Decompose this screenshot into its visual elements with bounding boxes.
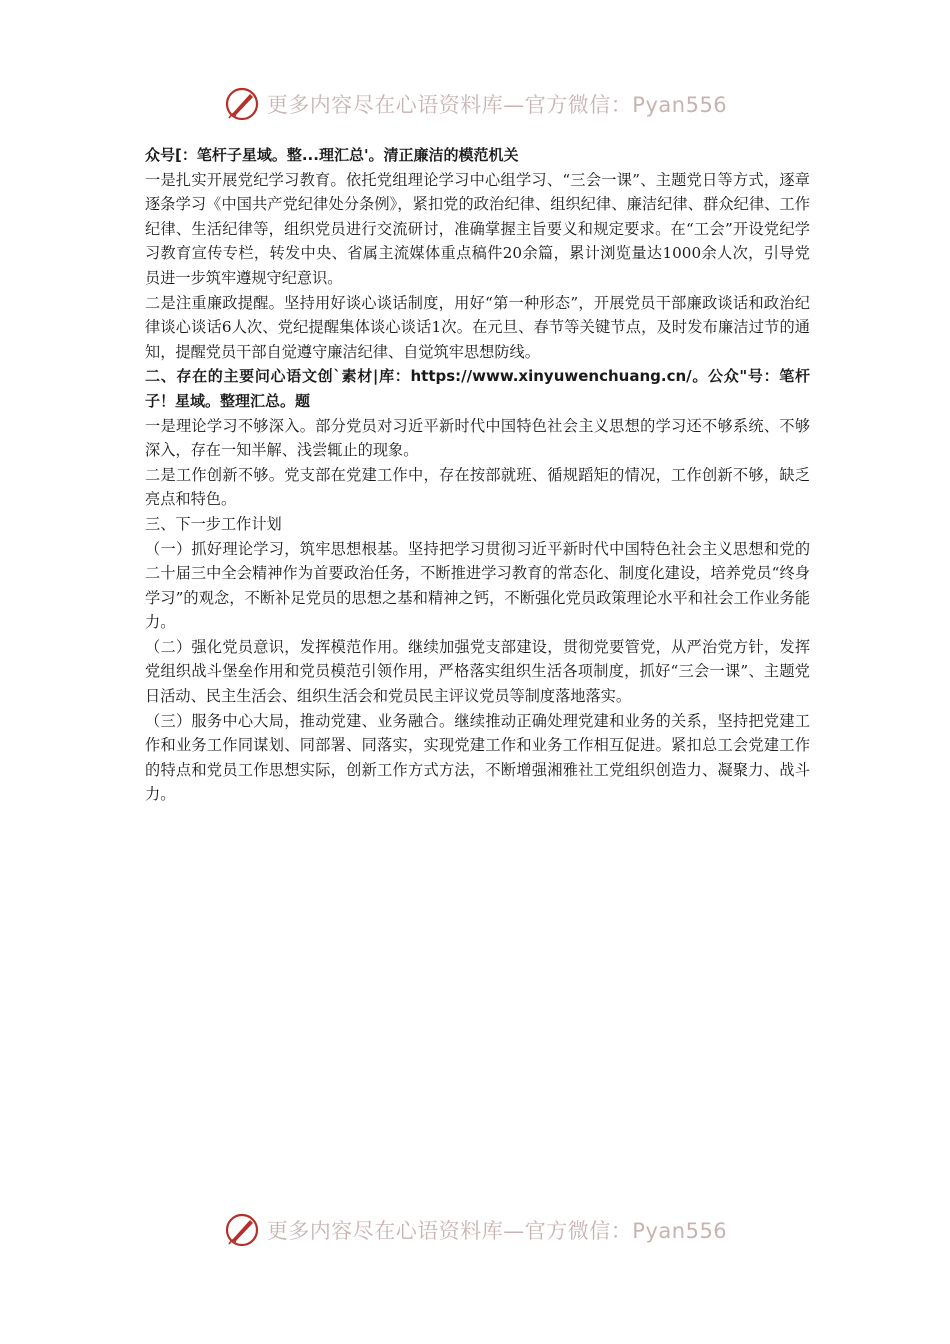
section-heading-3: 三、下一步工作计划 [145, 514, 282, 533]
section-heading-1: 众号[：笔杆子星域。整...理汇总'。清正廉洁的模范机关 [145, 146, 519, 164]
paragraph: 一是扎实开展党纪学习教育。依托党组理论学习中心组学习、“三会一课”、主题党日等方式，逐章逐条学习《中国共产党纪律处分条例》，紧扣党的政治纪律、组织纪律、廉洁纪律、群众纪律、工作纪律、生活纪律等，组织党员进行交流研讨，准确掌握主旨要义和规定要求。在“工会”开设党纪学习教育宣传专栏，转发中央、省属主流媒体重点稿件20余篇，累计浏览量达1000余人次，引导党员进一步筑牢遵规守纪意识。 [145, 170, 810, 287]
pen-logo-icon [223, 1211, 261, 1249]
footer-watermark [0, 1208, 950, 1252]
paragraph: （二）强化党员意识，发挥模范作用。继续加强党支部建设，贯彻党要管党，从严治党方针，发挥党组织战斗堡垒作用和党员模范引领作用，严格落实组织生活各项制度，抓好“三会一课”、主题党日活动、民主生活会、组织生活会和党员民主评议党员等制度落地落实。 [145, 637, 810, 706]
header-watermark [0, 82, 950, 126]
watermark-text: 更多内容尽在心语资料库—官方微信：Pyan556 [266, 1219, 728, 1243]
watermark-text: 更多内容尽在心语资料库—官方微信：Pyan556 [266, 93, 728, 117]
section-heading-2: 二、存在的主要问心语文创`素材|库：https://www.xinyuwenchuang.cn/。公众"号：笔杆子！星域。整理汇总。题 [145, 367, 810, 410]
pen-logo-icon [223, 85, 261, 123]
paragraph: （一）抓好理论学习，筑牢思想根基。坚持把学习贯彻习近平新时代中国特色社会主义思想和党的二十届三中全会精神作为首要政治任务，不断推进学习教育的常态化、制度化建设，培养党员“终身学习”的观念，不断补足党员的思想之基和精神之钙，不断强化党员政策理论水平和社会工作业务能力。 [145, 539, 810, 632]
paragraph: 二是工作创新不够。党支部在党建工作中，存在按部就班、循规蹈矩的情况，工作创新不够，缺乏亮点和特色。 [145, 465, 810, 509]
paragraph: 一是理论学习不够深入。部分党员对习近平新时代中国特色社会主义思想的学习还不够系统、不够深入，存在一知半解、浅尝辄止的现象。 [145, 416, 810, 460]
paragraph: （三）服务中心大局，推动党建、业务融合。继续推动正确处理党建和业务的关系，坚持把党建工作和业务工作同谋划、同部署、同落实，实现党建工作和业务工作相互促进。紧扣总工会党建工作的特点和党员工作思想实际，创新工作方式方法，不断增强湘雅社工党组织创造力、凝聚力、战斗力。 [145, 711, 810, 804]
document-body [145, 143, 810, 807]
paragraph: 二是注重廉政提醒。坚持用好谈心谈话制度，用好“第一种形态”，开展党员干部廉政谈话和政治纪律谈心谈话6人次、党纪提醒集体谈心谈话1次。在元旦、春节等关键节点，及时发布廉洁过节的通知，提醒党员干部自觉遵守廉洁纪律、自觉筑牢思想防线。 [145, 293, 810, 361]
